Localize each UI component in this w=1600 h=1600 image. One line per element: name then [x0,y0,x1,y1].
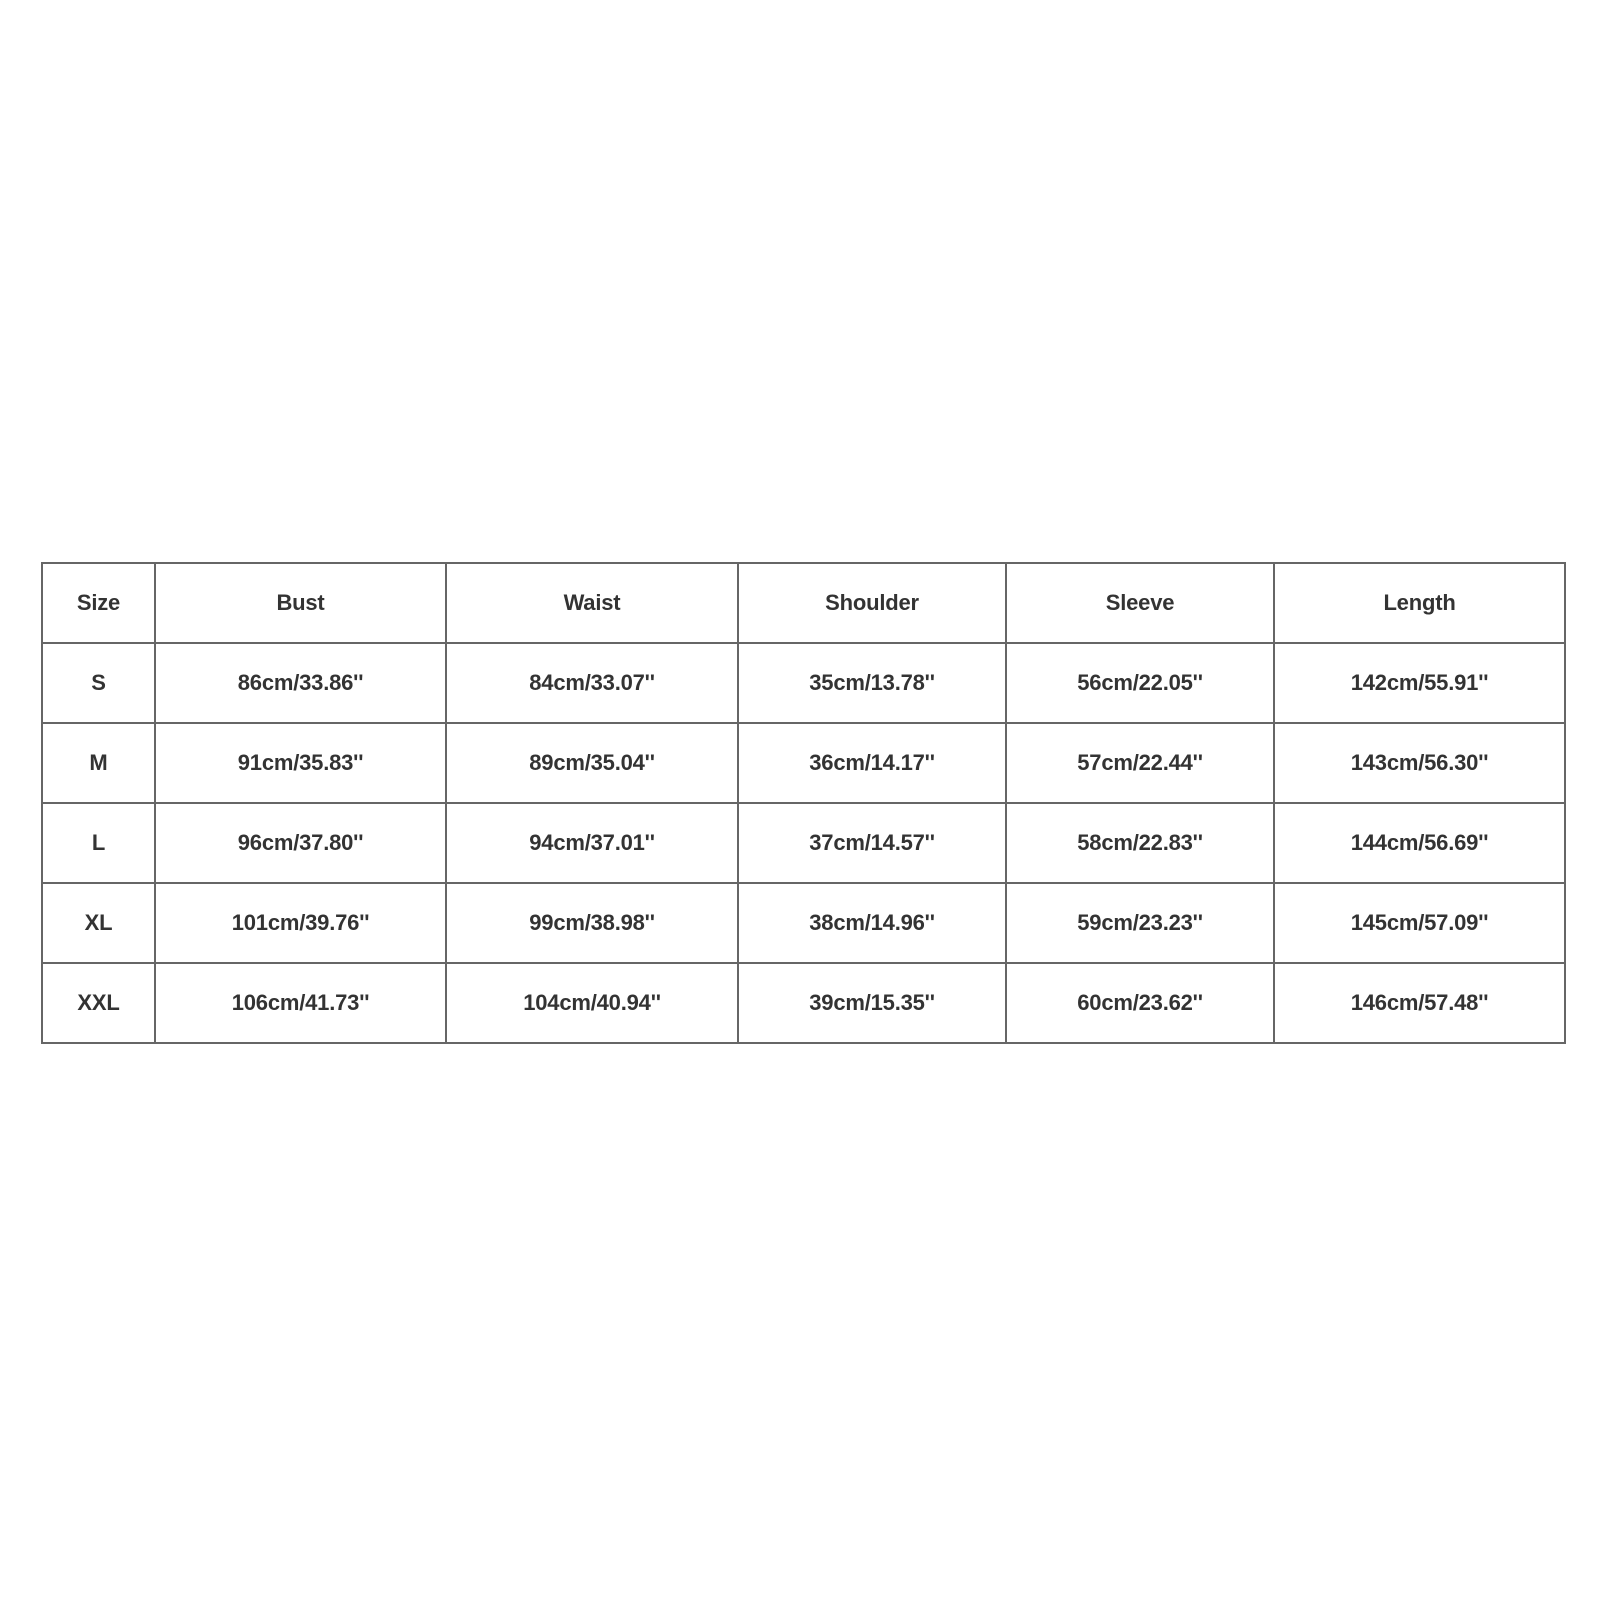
cell-sleeve: 59cm/23.23'' [1006,883,1274,963]
cell-length: 146cm/57.48'' [1274,963,1565,1043]
header-size: Size [42,563,155,643]
cell-size: S [42,643,155,723]
cell-shoulder: 39cm/15.35'' [738,963,1006,1043]
header-waist: Waist [446,563,738,643]
size-chart [41,562,1564,1044]
cell-length: 145cm/57.09'' [1274,883,1565,963]
cell-size: M [42,723,155,803]
cell-waist: 89cm/35.04'' [446,723,738,803]
cell-shoulder: 37cm/14.57'' [738,803,1006,883]
cell-bust: 96cm/37.80'' [155,803,446,883]
header-sleeve: Sleeve [1006,563,1274,643]
cell-sleeve: 56cm/22.05'' [1006,643,1274,723]
cell-waist: 94cm/37.01'' [446,803,738,883]
table-row [42,963,1565,1043]
table-row [42,883,1565,963]
cell-sleeve: 58cm/22.83'' [1006,803,1274,883]
cell-length: 142cm/55.91'' [1274,643,1565,723]
table-row [42,723,1565,803]
cell-bust: 106cm/41.73'' [155,963,446,1043]
cell-bust: 91cm/35.83'' [155,723,446,803]
cell-bust: 101cm/39.76'' [155,883,446,963]
cell-size: XL [42,883,155,963]
cell-sleeve: 57cm/22.44'' [1006,723,1274,803]
cell-shoulder: 35cm/13.78'' [738,643,1006,723]
cell-shoulder: 38cm/14.96'' [738,883,1006,963]
cell-size: L [42,803,155,883]
cell-bust: 86cm/33.86'' [155,643,446,723]
header-bust: Bust [155,563,446,643]
cell-length: 143cm/56.30'' [1274,723,1565,803]
cell-size: XXL [42,963,155,1043]
cell-sleeve: 60cm/23.62'' [1006,963,1274,1043]
cell-waist: 84cm/33.07'' [446,643,738,723]
header-row [42,563,1565,643]
cell-waist: 99cm/38.98'' [446,883,738,963]
table-row [42,803,1565,883]
size-chart-table [41,562,1566,1044]
cell-length: 144cm/56.69'' [1274,803,1565,883]
header-shoulder: Shoulder [738,563,1006,643]
cell-waist: 104cm/40.94'' [446,963,738,1043]
cell-shoulder: 36cm/14.17'' [738,723,1006,803]
header-length: Length [1274,563,1565,643]
table-row [42,643,1565,723]
